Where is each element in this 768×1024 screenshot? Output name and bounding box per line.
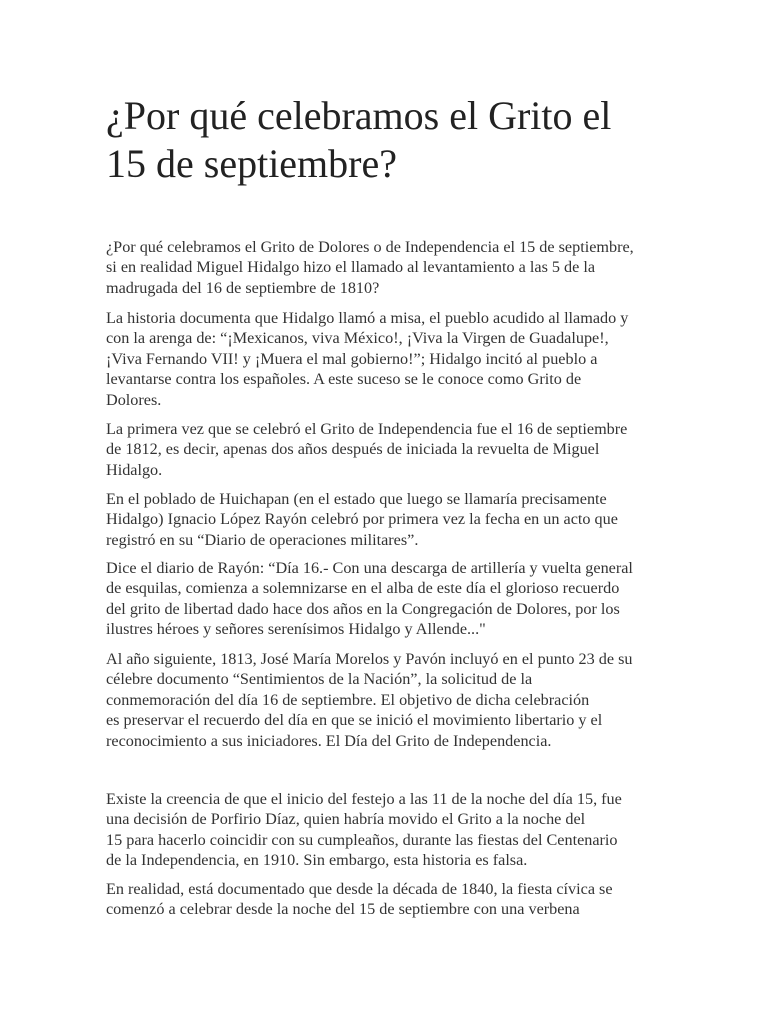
text-line: con la arenga de: “¡Mexicanos, viva México!, ¡Viva la Virgen de Guadalupe!, <box>106 329 609 348</box>
text-line: ilustres héroes y señores serenísimos Hidalgo y Allende..." <box>106 620 486 639</box>
text-line: Hidalgo) Ignacio López Rayón celebró por primera vez la fecha en un acto que <box>106 510 618 529</box>
text-line: reconocimiento a sus iniciadores. El Día del Grito de Independencia. <box>106 731 552 750</box>
text-line: del grito de libertad dado hace dos años en la Congregación de Dolores, por los <box>106 599 620 618</box>
text-line: Dice el diario de Rayón: “Día 16.- Con una descarga de artillería y vuelta general <box>106 559 633 577</box>
paragraph-2 <box>106 308 628 410</box>
text-line: La historia documenta que Hidalgo llamó a misa, el pueblo acudido al llamado y <box>106 309 629 327</box>
text-line: de esquilas, comienza a solemnizarse en el alba de este día el glorioso recuerdo <box>106 579 620 598</box>
text-line: ¿Por qué celebramos el Grito de Dolores o de Independencia el 15 de septiembre, <box>106 238 634 256</box>
paragraph-6 <box>106 649 632 751</box>
text-line: de 1812, es decir, apenas dos años después de iniciada la revuelta de Miguel <box>106 440 600 459</box>
paragraph-4 <box>106 489 618 550</box>
text-line: En realidad, está documentado que desde la década de 1840, la fiesta cívica se <box>106 880 613 898</box>
text-line: En el poblado de Huichapan (en el estado que luego se llamaría precisamente <box>106 490 607 508</box>
text-line: registró en su “Diario de operaciones militares”. <box>106 530 419 549</box>
text-line: Existe la creencia de que el inicio del festejo a las 11 de la noche del día 15, fue <box>106 790 622 808</box>
text-line: Hidalgo. <box>106 460 163 479</box>
paragraph-3 <box>106 419 627 480</box>
text-line: ¡Viva Fernando VII! y ¡Muera el mal gobierno!”; Hidalgo incitó al pueblo a <box>106 349 598 368</box>
paragraph-5 <box>106 558 633 640</box>
title-line: ¿Por qué celebramos el Grito el <box>106 93 612 138</box>
text-line: comenzó a celebrar desde la noche del 15 de septiembre con una verbena <box>106 900 580 919</box>
text-line: Dolores. <box>106 390 162 409</box>
title-line: 15 de septiembre? <box>106 141 397 186</box>
text-line: de la Independencia, en 1910. Sin embargo, esta historia es falsa. <box>106 851 528 870</box>
document-title <box>106 92 686 188</box>
text-line: La primera vez que se celebró el Grito de Independencia fue el 16 de septiembre <box>106 420 628 438</box>
paragraph-7 <box>106 789 622 871</box>
text-line: Al año siguiente, 1813, José María Morelos y Pavón incluyó en el punto 23 de su <box>106 650 633 668</box>
text-line: madrugada del 16 de septiembre de 1810? <box>106 278 380 297</box>
paragraph-1 <box>106 237 634 298</box>
text-line: célebre documento “Sentimientos de la Nación”, la solicitud de la <box>106 670 533 689</box>
text-line: 15 para hacerlo coincidir con su cumpleaños, durante las fiestas del Centenario <box>106 830 618 849</box>
text-line: si en realidad Miguel Hidalgo hizo el llamado al levantamiento a las 5 de la <box>106 258 596 277</box>
text-line: conmemoración del día 16 de septiembre. El objetivo de dicha celebración <box>106 690 590 709</box>
text-line: una decisión de Porfirio Díaz, quien habría movido el Grito a la noche del <box>106 810 586 829</box>
text-line: es preservar el recuerdo del día en que se inició el movimiento libertario y el <box>106 711 603 730</box>
text-line: levantarse contra los españoles. A este suceso se le conoce como Grito de <box>106 370 582 389</box>
paragraph-8 <box>106 879 613 920</box>
